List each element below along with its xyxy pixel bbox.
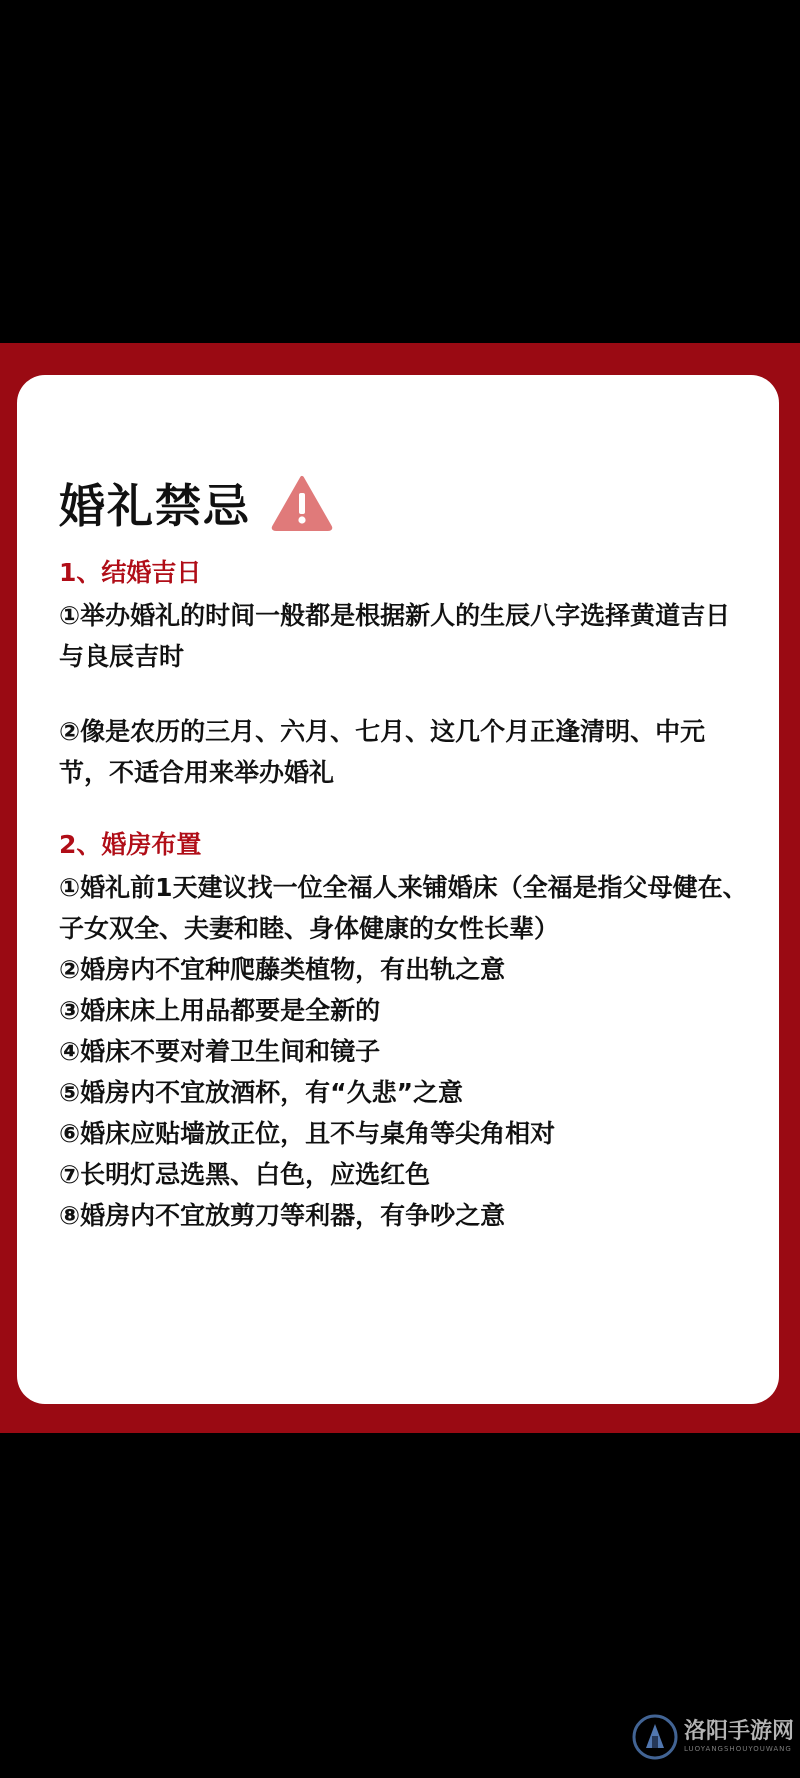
list-item: ⑤婚房内不宜放酒杯，有“久悲”之意	[59, 1078, 464, 1107]
watermark-subtitle: LUOYANGSHOUYOUWANG	[684, 1745, 792, 1753]
list-item: ④婚床不要对着卫生间和镜子	[59, 1037, 381, 1066]
section-heading: 2、婚房布置	[59, 830, 202, 859]
section-heading: 1、结婚吉日	[59, 558, 202, 587]
list-item: ②婚房内不宜种爬藤类植物，有出轨之意	[59, 955, 506, 984]
section-wedding-date	[59, 551, 753, 793]
list-item: ⑥婚床应贴墙放正位，且不与桌角等尖角相对	[59, 1119, 556, 1148]
page-title: 婚礼禁忌	[59, 479, 251, 533]
list-item: ⑦长明灯忌选黑、白色，应选红色	[59, 1160, 431, 1189]
list-item: ⑧婚房内不宜放剪刀等利器，有争吵之意	[59, 1201, 506, 1230]
list-item: ②像是农历的三月、六月、七月、这几个月正逢清明、中元节，不适合用来举办婚礼	[59, 717, 706, 787]
title-row	[59, 473, 333, 533]
list-item: ①举办婚礼的时间一般都是根据新人的生辰八字选择黄道吉日与良辰吉时	[59, 601, 731, 671]
list-item: ①婚礼前1天建议找一位全福人来铺婚床（全福是指父母健在、子女双全、夫妻和睦、身体健康的女性长辈）	[59, 873, 748, 943]
warning-icon	[271, 475, 333, 531]
watermark-text	[684, 1720, 794, 1754]
watermark-name: 洛阳手游网	[684, 1719, 795, 1744]
watermark-logo-icon	[632, 1714, 678, 1760]
watermark	[632, 1714, 794, 1760]
content-card	[17, 375, 779, 1404]
list-item: ③婚床床上用品都要是全新的	[59, 996, 381, 1025]
section-wedding-room	[59, 823, 753, 1236]
